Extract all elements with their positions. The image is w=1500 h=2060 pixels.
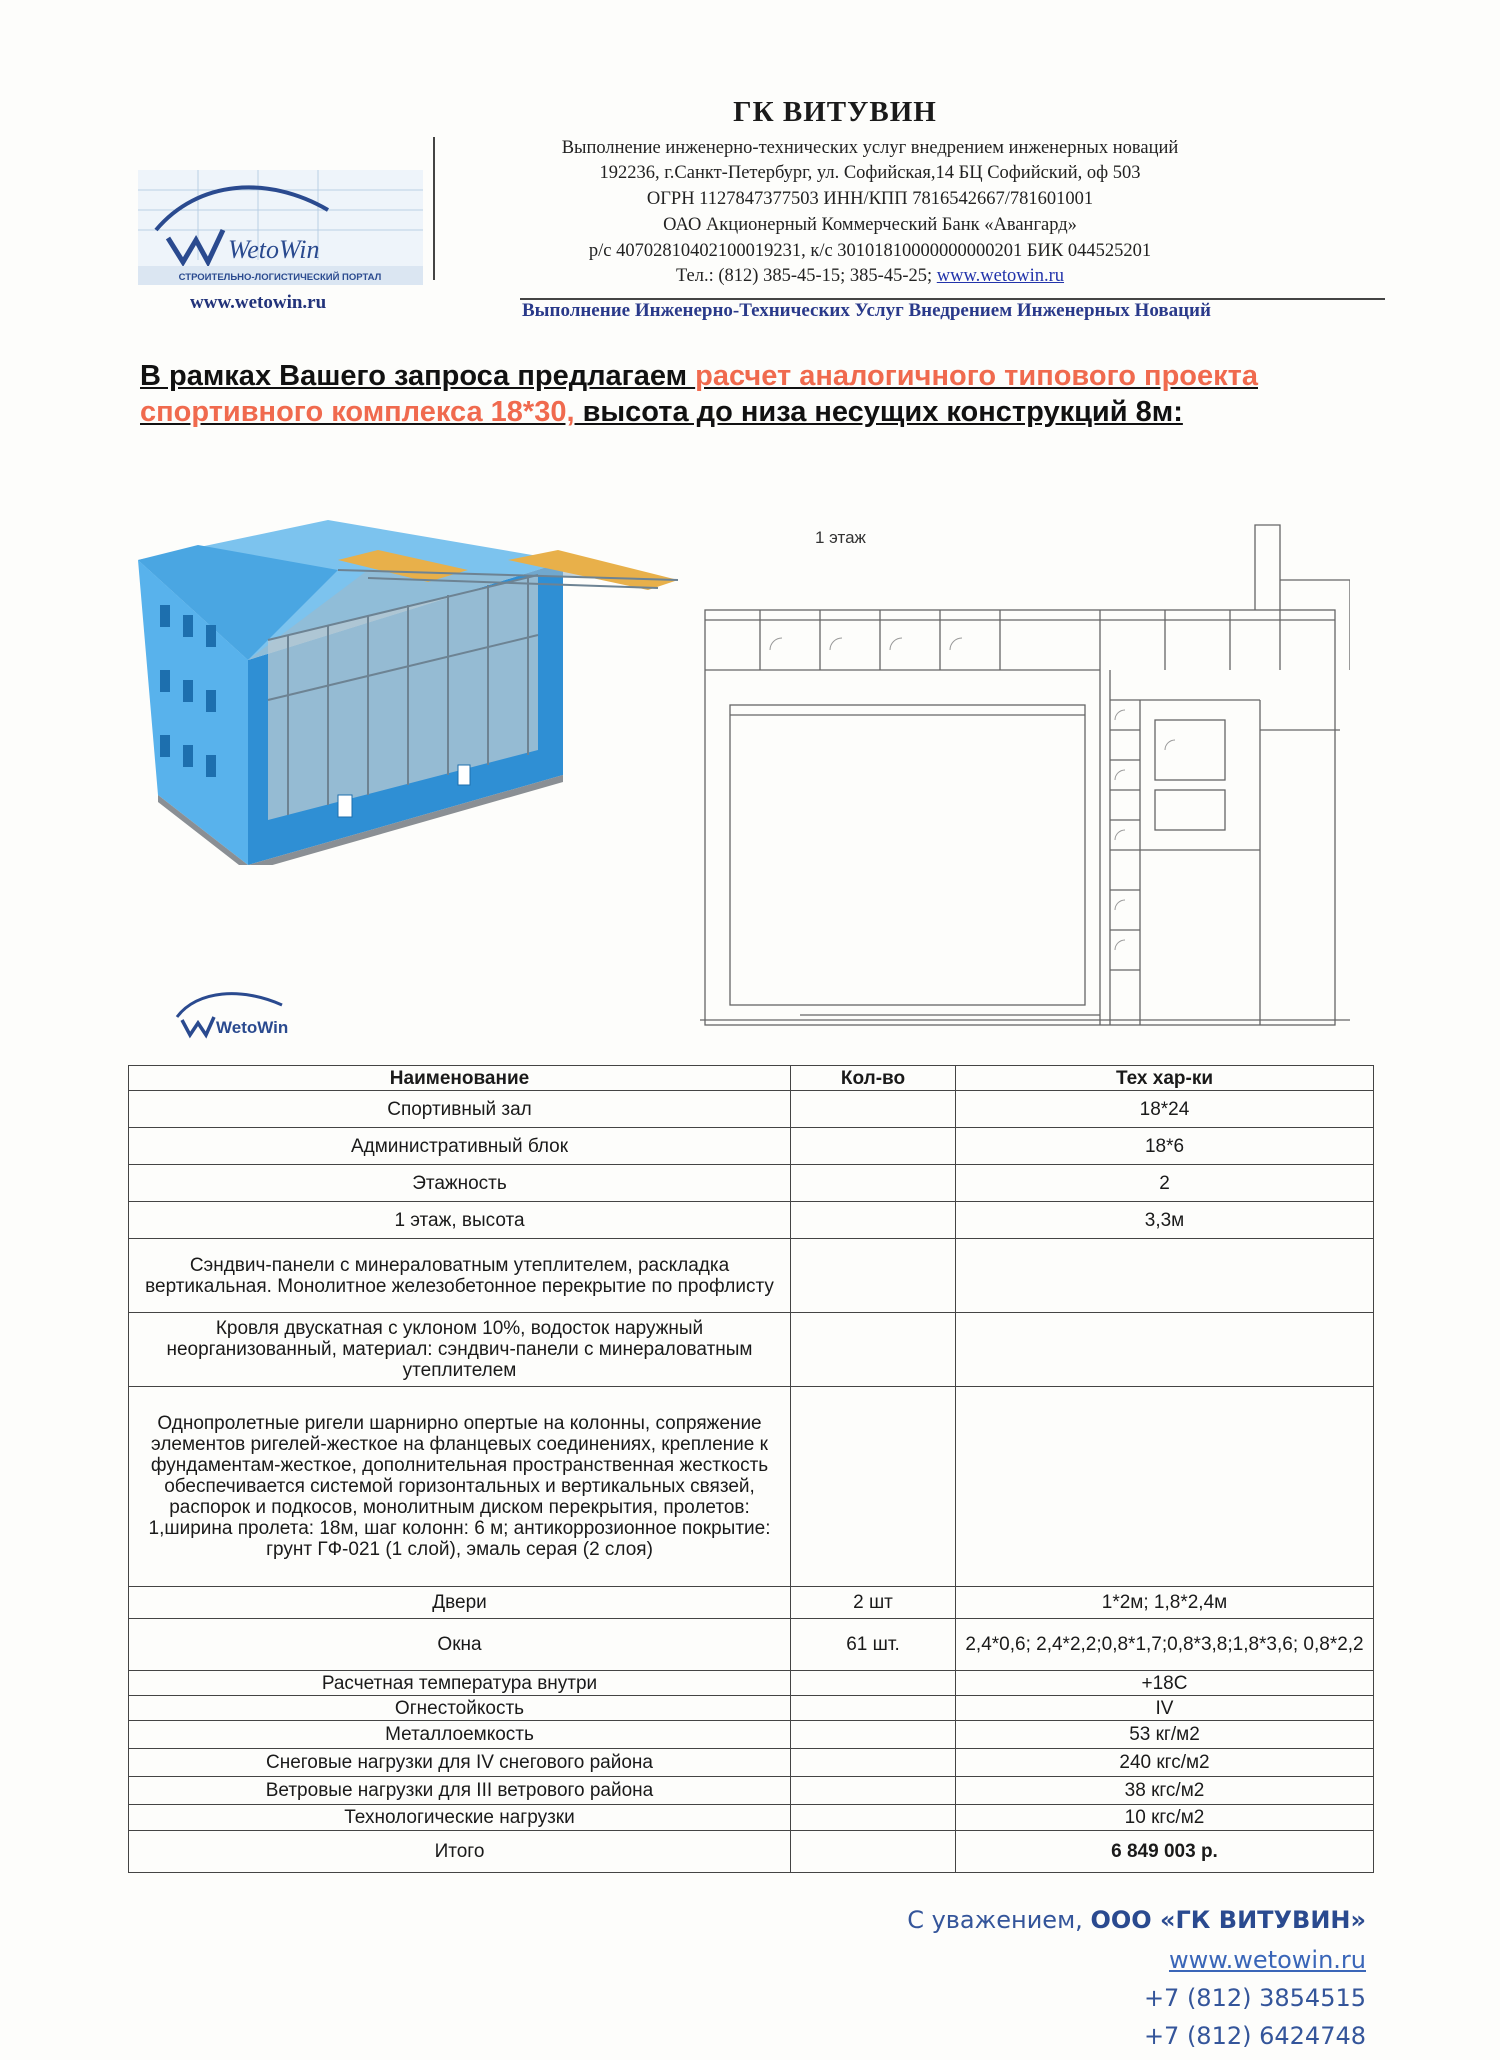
header-spec: Тех хар-ки <box>956 1066 1374 1091</box>
row-qty <box>791 1313 956 1387</box>
table-row <box>129 1696 1374 1721</box>
table-row <box>129 1777 1374 1805</box>
total-label: Итого <box>129 1831 791 1873</box>
row-name: Огнестойкость <box>129 1696 791 1721</box>
row-spec: 3,3м <box>956 1202 1374 1239</box>
floor-plan-drawing <box>700 520 1350 1030</box>
row-name: Снеговые нагрузки для IV снегового района <box>129 1749 791 1777</box>
header-name: Наименование <box>129 1066 791 1091</box>
svg-text:WetoWin: WetoWin <box>228 235 320 264</box>
row-qty: 61 шт. <box>791 1619 956 1671</box>
table-row <box>129 1805 1374 1831</box>
table-header-row <box>129 1066 1374 1091</box>
letterhead-bank: ОАО Акционерный Коммерческий Банк «Авангард» <box>663 215 1077 235</box>
row-name: Кровля двускатная с уклоном 10%, водосток наружный неорганизованный, материал: сэндвич-панели с минераловатным утеплителем <box>129 1313 791 1387</box>
table-row <box>129 1313 1374 1387</box>
row-qty <box>791 1721 956 1749</box>
table-row <box>129 1387 1374 1587</box>
row-spec: 2,4*0,6; 2,4*2,2;0,8*1,7;0,8*3,8;1,8*3,6; 0,8*2,2 <box>956 1619 1374 1671</box>
title-part1: В рамках Вашего запроса предлагаем <box>140 360 696 392</box>
table-row <box>129 1671 1374 1696</box>
letterhead-account: р/с 40702810402100019231, к/с 30101810000000000201 БИК 044525201 <box>588 241 1152 261</box>
row-spec: +18С <box>956 1671 1374 1696</box>
row-name: Расчетная температура внутри <box>129 1671 791 1696</box>
table-row <box>129 1091 1374 1128</box>
row-spec: 10 кгс/м2 <box>956 1805 1374 1831</box>
row-name: Сэндвич-панели с минераловатным утеплителем, раскладка вертикальная. Монолитное железобетонное перекрытие по профлисту <box>129 1239 791 1313</box>
header-qty: Кол-во <box>791 1066 956 1091</box>
table-row-total <box>129 1831 1374 1873</box>
row-spec: 1*2м; 1,8*2,4м <box>956 1587 1374 1619</box>
row-name: Двери <box>129 1587 791 1619</box>
row-qty <box>791 1239 956 1313</box>
title-part2: высота до низа несущих конструкций 8м: <box>574 396 1183 428</box>
svg-text:WetoWin: WetoWin <box>216 1018 289 1037</box>
row-qty <box>791 1165 956 1202</box>
wetowin-logo <box>138 170 423 285</box>
row-spec: 38 кгс/м2 <box>956 1777 1374 1805</box>
table-row <box>129 1239 1374 1313</box>
row-qty <box>791 1749 956 1777</box>
letterhead-website[interactable]: www.wetowin.ru <box>190 292 327 313</box>
row-qty <box>791 1202 956 1239</box>
table-row <box>129 1619 1374 1671</box>
row-name: Металлоемкость <box>129 1721 791 1749</box>
company-name: ГК ВИТУВИН <box>733 96 937 128</box>
row-name: Спортивный зал <box>129 1091 791 1128</box>
row-qty <box>791 1091 956 1128</box>
row-name: Окна <box>129 1619 791 1671</box>
signature-phone-1: +7 (812) 3854515 <box>1143 1984 1366 2012</box>
building-3d-illustration <box>138 520 693 865</box>
row-spec: IV <box>956 1696 1374 1721</box>
row-qty <box>791 1671 956 1696</box>
row-spec: 2 <box>956 1165 1374 1202</box>
table-row <box>129 1202 1374 1239</box>
row-name: Административный блок <box>129 1128 791 1165</box>
row-qty <box>791 1777 956 1805</box>
row-qty <box>791 1696 956 1721</box>
table-row <box>129 1587 1374 1619</box>
letterhead-line: Выполнение инженерно-технических услуг внедрением инженерных новаций <box>561 138 1179 158</box>
row-qty: 2 шт <box>791 1587 956 1619</box>
row-spec: 18*24 <box>956 1091 1374 1128</box>
signature-greeting <box>907 1906 1366 1934</box>
total-value: 6 849 003 р. <box>956 1831 1374 1873</box>
row-name: Технологические нагрузки <box>129 1805 791 1831</box>
signature-phone-2: +7 (812) 6424748 <box>1143 2022 1366 2050</box>
spec-table <box>128 1065 1374 1873</box>
row-spec <box>956 1313 1374 1387</box>
row-name: Однопролетные ригели шарнирно опертые на колонны, сопряжение элементов ригелей-жесткое на фланцевых соединениях, крепление к фундаментам-жесткое, дополнительная пространственная жесткость обеспечивается системой горизонтальных и вертикальных связей, распорок и подкосов, монолитным диском перекрытия, пролетов: 1,ширина пролета: 18м, шаг колонн: 6 м; антикоррозионное покрытие: грунт ГФ-021 (1 слой), эмаль серая (2 слоя) <box>129 1387 791 1587</box>
row-spec: 240 кгс/м2 <box>956 1749 1374 1777</box>
table-row <box>129 1128 1374 1165</box>
letterhead-divider <box>433 137 435 280</box>
title-highlight: расчет аналогичного типового проекта спортивного комплекса 18*30, <box>140 360 1258 428</box>
wetowin-small-logo <box>172 985 302 1040</box>
row-spec: 18*6 <box>956 1128 1374 1165</box>
floor-label: 1 этаж <box>815 528 866 547</box>
row-qty <box>791 1128 956 1165</box>
signature-website-link[interactable]: www.wetowin.ru <box>1168 1946 1366 1974</box>
total-qty <box>791 1831 956 1873</box>
row-spec <box>956 1239 1374 1313</box>
letterhead-address: 192236, г.Санкт-Петербург, ул. Софийская,14 БЦ Софийский, оф 503 <box>599 163 1141 183</box>
row-name: 1 этаж, высота <box>129 1202 791 1239</box>
table-row <box>129 1721 1374 1749</box>
row-spec: 53 кг/м2 <box>956 1721 1374 1749</box>
row-qty <box>791 1805 956 1831</box>
greeting-text: С уважением, <box>907 1906 1091 1934</box>
signature-company: ООО «ГК ВИТУВИН» <box>1090 1906 1366 1934</box>
svg-text:СТРОИТЕЛЬНО-ЛОГИСТИЧЕСКИЙ ПОРТ: СТРОИТЕЛЬНО-ЛОГИСТИЧЕСКИЙ ПОРТАЛ <box>178 272 382 283</box>
row-name: Ветровые нагрузки для III ветрового района <box>129 1777 791 1805</box>
table-row <box>129 1749 1374 1777</box>
row-spec <box>956 1387 1374 1587</box>
letterhead-phone-link[interactable]: www.wetowin.ru <box>936 266 1065 286</box>
phone-text: Тел.: (812) 385-45-15; 385-45-25; <box>675 266 933 286</box>
signature-website-row <box>1169 1946 1366 1974</box>
offer-title <box>140 358 1380 430</box>
row-qty <box>791 1387 956 1587</box>
table-row <box>129 1165 1374 1202</box>
row-name: Этажность <box>129 1165 791 1202</box>
letterhead-phone <box>470 266 1270 287</box>
letterhead-tagline: Выполнение Инженерно-Технических Услуг Внедрением Инженерных Новаций <box>522 300 1211 321</box>
letterhead-ogrn: ОГРН 1127847377503 ИНН/КПП 7816542667/781601001 <box>646 189 1094 209</box>
